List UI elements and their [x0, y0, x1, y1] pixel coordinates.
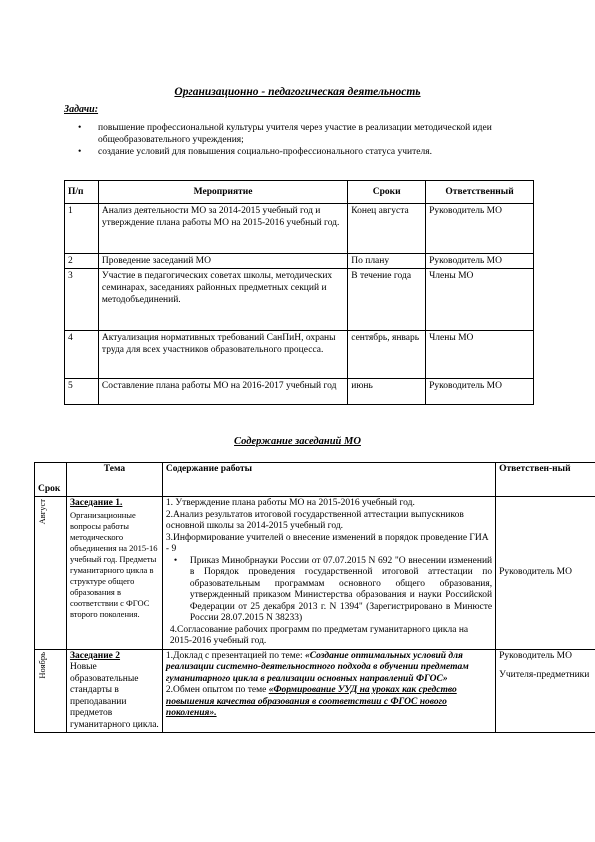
resp-text: Руководитель МО — [499, 567, 572, 577]
cell-num: 3 — [65, 269, 99, 331]
header-event: Мероприятие — [98, 181, 347, 204]
cell-content — [162, 497, 495, 650]
table-row — [65, 254, 534, 269]
meeting-title: Заседание 2 — [69, 650, 121, 661]
header-resp: Ответствен-ный — [496, 463, 595, 497]
cell-event: Анализ деятельности МО за 2014-2015 учебный год и утверждение плана работы МО на 2015-2016 учебный год. — [98, 204, 347, 254]
cell-num: 5 — [65, 379, 99, 405]
tasks-list — [72, 122, 542, 158]
header-term: Срок — [35, 463, 67, 497]
task-item: • повышение профессиональной культуры учителя через участие в реализации методической идеи общеобразовательного учреждения; — [72, 122, 542, 146]
table-row — [35, 649, 595, 733]
cell-num: 2 — [65, 254, 99, 269]
resp-text: Учителя-предметники — [499, 670, 590, 680]
table-row — [65, 379, 534, 405]
plan-table — [64, 180, 534, 405]
item-emphasis: «Создание оптимальных условий для реализации системно-деятельностного подхода в обучении предметам гуманитарного цикла в реализации основных направлений ФГОС» — [165, 650, 469, 684]
content-item — [166, 685, 492, 720]
content-item: 1. Утверждение плана работы МО на 2015-2016 учебный год. — [165, 498, 415, 508]
cell-resp: Руководитель МО — [426, 379, 534, 405]
header-resp: Ответственный — [426, 181, 534, 204]
cell-term: В течение года — [348, 269, 426, 331]
cell-resp: Члены МО — [426, 269, 534, 331]
table-row — [35, 497, 595, 650]
cell-term: июнь — [348, 379, 426, 405]
cell-term: По плану — [348, 254, 426, 269]
header-topic: Тема — [66, 463, 162, 497]
content-bullets — [166, 556, 492, 625]
tasks-label: Задачи: — [64, 104, 99, 115]
cell-topic — [66, 497, 162, 650]
meeting-topic: Организационные вопросы работы методического объединения на 2015-16 учебный год. Предметы гуманитарного цикла в структуре общего образования в соответствии с ФГОС второго поколения. — [69, 509, 158, 619]
header-term: Сроки — [348, 181, 426, 204]
cell-resp — [496, 497, 595, 650]
cell-resp: Члены МО — [426, 331, 534, 379]
table-row — [65, 204, 534, 254]
section-title: Содержание заседаний МО — [234, 436, 361, 447]
header-content: Содержание работы — [162, 463, 495, 497]
content-item: 2.Анализ результатов итоговой государственной аттестации выпускников основной школы за 2014-2015 учебный год. — [165, 509, 464, 531]
cell-month — [35, 497, 67, 650]
cell-num: 4 — [65, 331, 99, 379]
meeting-title: Заседание 1. — [69, 498, 123, 508]
cell-event: Участие в педагогических советах школы, методических семинарах, заседаниях районных предметных секций и методобъединений. — [98, 269, 347, 331]
table-row — [65, 331, 534, 379]
month-label: Ноябрь — [37, 651, 47, 679]
cell-term: Конец августа — [348, 204, 426, 254]
resp-text: Руководитель МО — [499, 650, 572, 661]
cell-topic — [66, 649, 162, 733]
page-title: Организационно - педагогическая деятельность — [174, 86, 421, 98]
cell-content — [162, 649, 495, 733]
cell-event: Актуализация нормативных требований СанПиН, охраны труда для всех участников образовательного процесса. — [98, 331, 347, 379]
cell-event: Проведение заседаний МО — [98, 254, 347, 269]
month-label: Август — [37, 499, 47, 525]
cell-resp: Руководитель МО — [426, 254, 534, 269]
cell-resp: Руководитель МО — [426, 204, 534, 254]
task-item: • создание условий для повышения социально-профессионального статуса учителя. — [72, 146, 542, 158]
cell-event: Составление плана работы МО на 2016-2017 учебный год — [98, 379, 347, 405]
cell-num: 1 — [65, 204, 99, 254]
meetings-table — [34, 462, 595, 733]
cell-term: сентябрь, январь — [348, 331, 426, 379]
content-item: 4.Согласование рабочих программ по предметам гуманитарного цикла на 2015-2016 учебный год. — [169, 624, 469, 646]
cell-resp — [496, 649, 595, 733]
meeting-topic: Новые образовательные стандарты в преподавании предметов гуманитарного цикла. — [69, 662, 159, 730]
table-row — [65, 269, 534, 331]
item-prefix: 1.Доклад с презентацией по теме: — [165, 650, 306, 661]
content-item — [166, 651, 492, 686]
header-num: П/п — [65, 181, 99, 204]
item-prefix: 2.Обмен опытом по теме — [165, 685, 269, 695]
item-emphasis: «Формирование УУД на уроках как средство повышения качества образования в соответствии с ФГОС нового поколения». — [165, 685, 457, 718]
content-item: 3.Информирование учителей о внесение изменений в порядок проведение ГИА - 9 — [165, 532, 489, 554]
content-bullet: • Приказ Минобрнауки России от 07.07.2015 N 692 "О внесении изменений в Порядок проведения государственной итоговой аттестации по образовательным программам основного общего образования, утвержденный приказом Министерства образования и науки Российской Федерации от 25 декабря 2013 г. N 1394" (Зарегистрировано в Минюсте России 28.07.2015 N 38233) — [166, 556, 492, 625]
cell-month — [35, 649, 67, 733]
